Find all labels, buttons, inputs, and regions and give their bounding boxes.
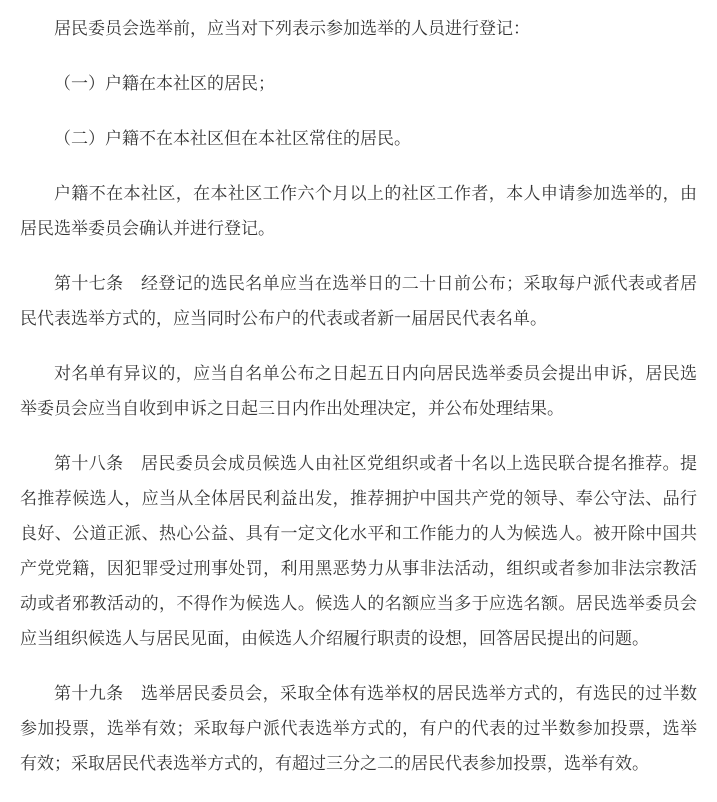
paragraph-article-17: 第十七条 经登记的选民名单应当在选举日的二十日前公布；采取每户派代表或者居民代表选举方式的，应当同时公布户的代表或者新一届居民代表名单。: [20, 274, 697, 328]
paragraph-item-2: （二）户籍不在本社区但在本社区常住的居民。: [54, 129, 411, 148]
paragraph-registration-intro: 居民委员会选举前，应当对下列表示参加选举的人员进行登记：: [54, 19, 530, 38]
paragraph-list-objection: 对名单有异议的，应当自名单公布之日起五日内向居民选举委员会提出申诉，居民选举委员会应当自收到申诉之日起三日内作出处理决定，并公布处理结果。: [20, 364, 697, 418]
paragraph-non-local-workers: 户籍不在本社区，在本社区工作六个月以上的社区工作者，本人申请参加选举的，由居民选举委员会确认并进行登记。: [20, 184, 697, 238]
paragraph-item-1: （一）户籍在本社区的居民；: [54, 74, 275, 93]
paragraph-article-19: 第十九条 选举居民委员会，采取全体有选举权的居民选举方式的，有选民的过半数参加投票，选举有效；采取每户派代表选举方式的，有户的代表的过半数参加投票，选举有效；采取居民代表选举方式的，有超过三分之二的居民代表参加投票，选举有效。: [20, 684, 697, 773]
paragraph-article-18: 第十八条 居民委员会成员候选人由社区党组织或者十名以上选民联合提名推荐。提名推荐候选人，应当从全体居民利益出发，推荐拥护中国共产党的领导、奉公守法、品行良好、公道正派、热心公益、具有一定文化水平和工作能力的人为候选人。被开除中国共产党党籍，因犯罪受过刑事处罚，利用黑恶势力从事非法活动，组织或者参加非法宗教活动或者邪教活动的，不得作为候选人。候选人的名额应当多于应选名额。居民选举委员会应当组织候选人与居民见面，由候选人介绍履行职责的设想，回答居民提出的问题。: [20, 454, 697, 648]
